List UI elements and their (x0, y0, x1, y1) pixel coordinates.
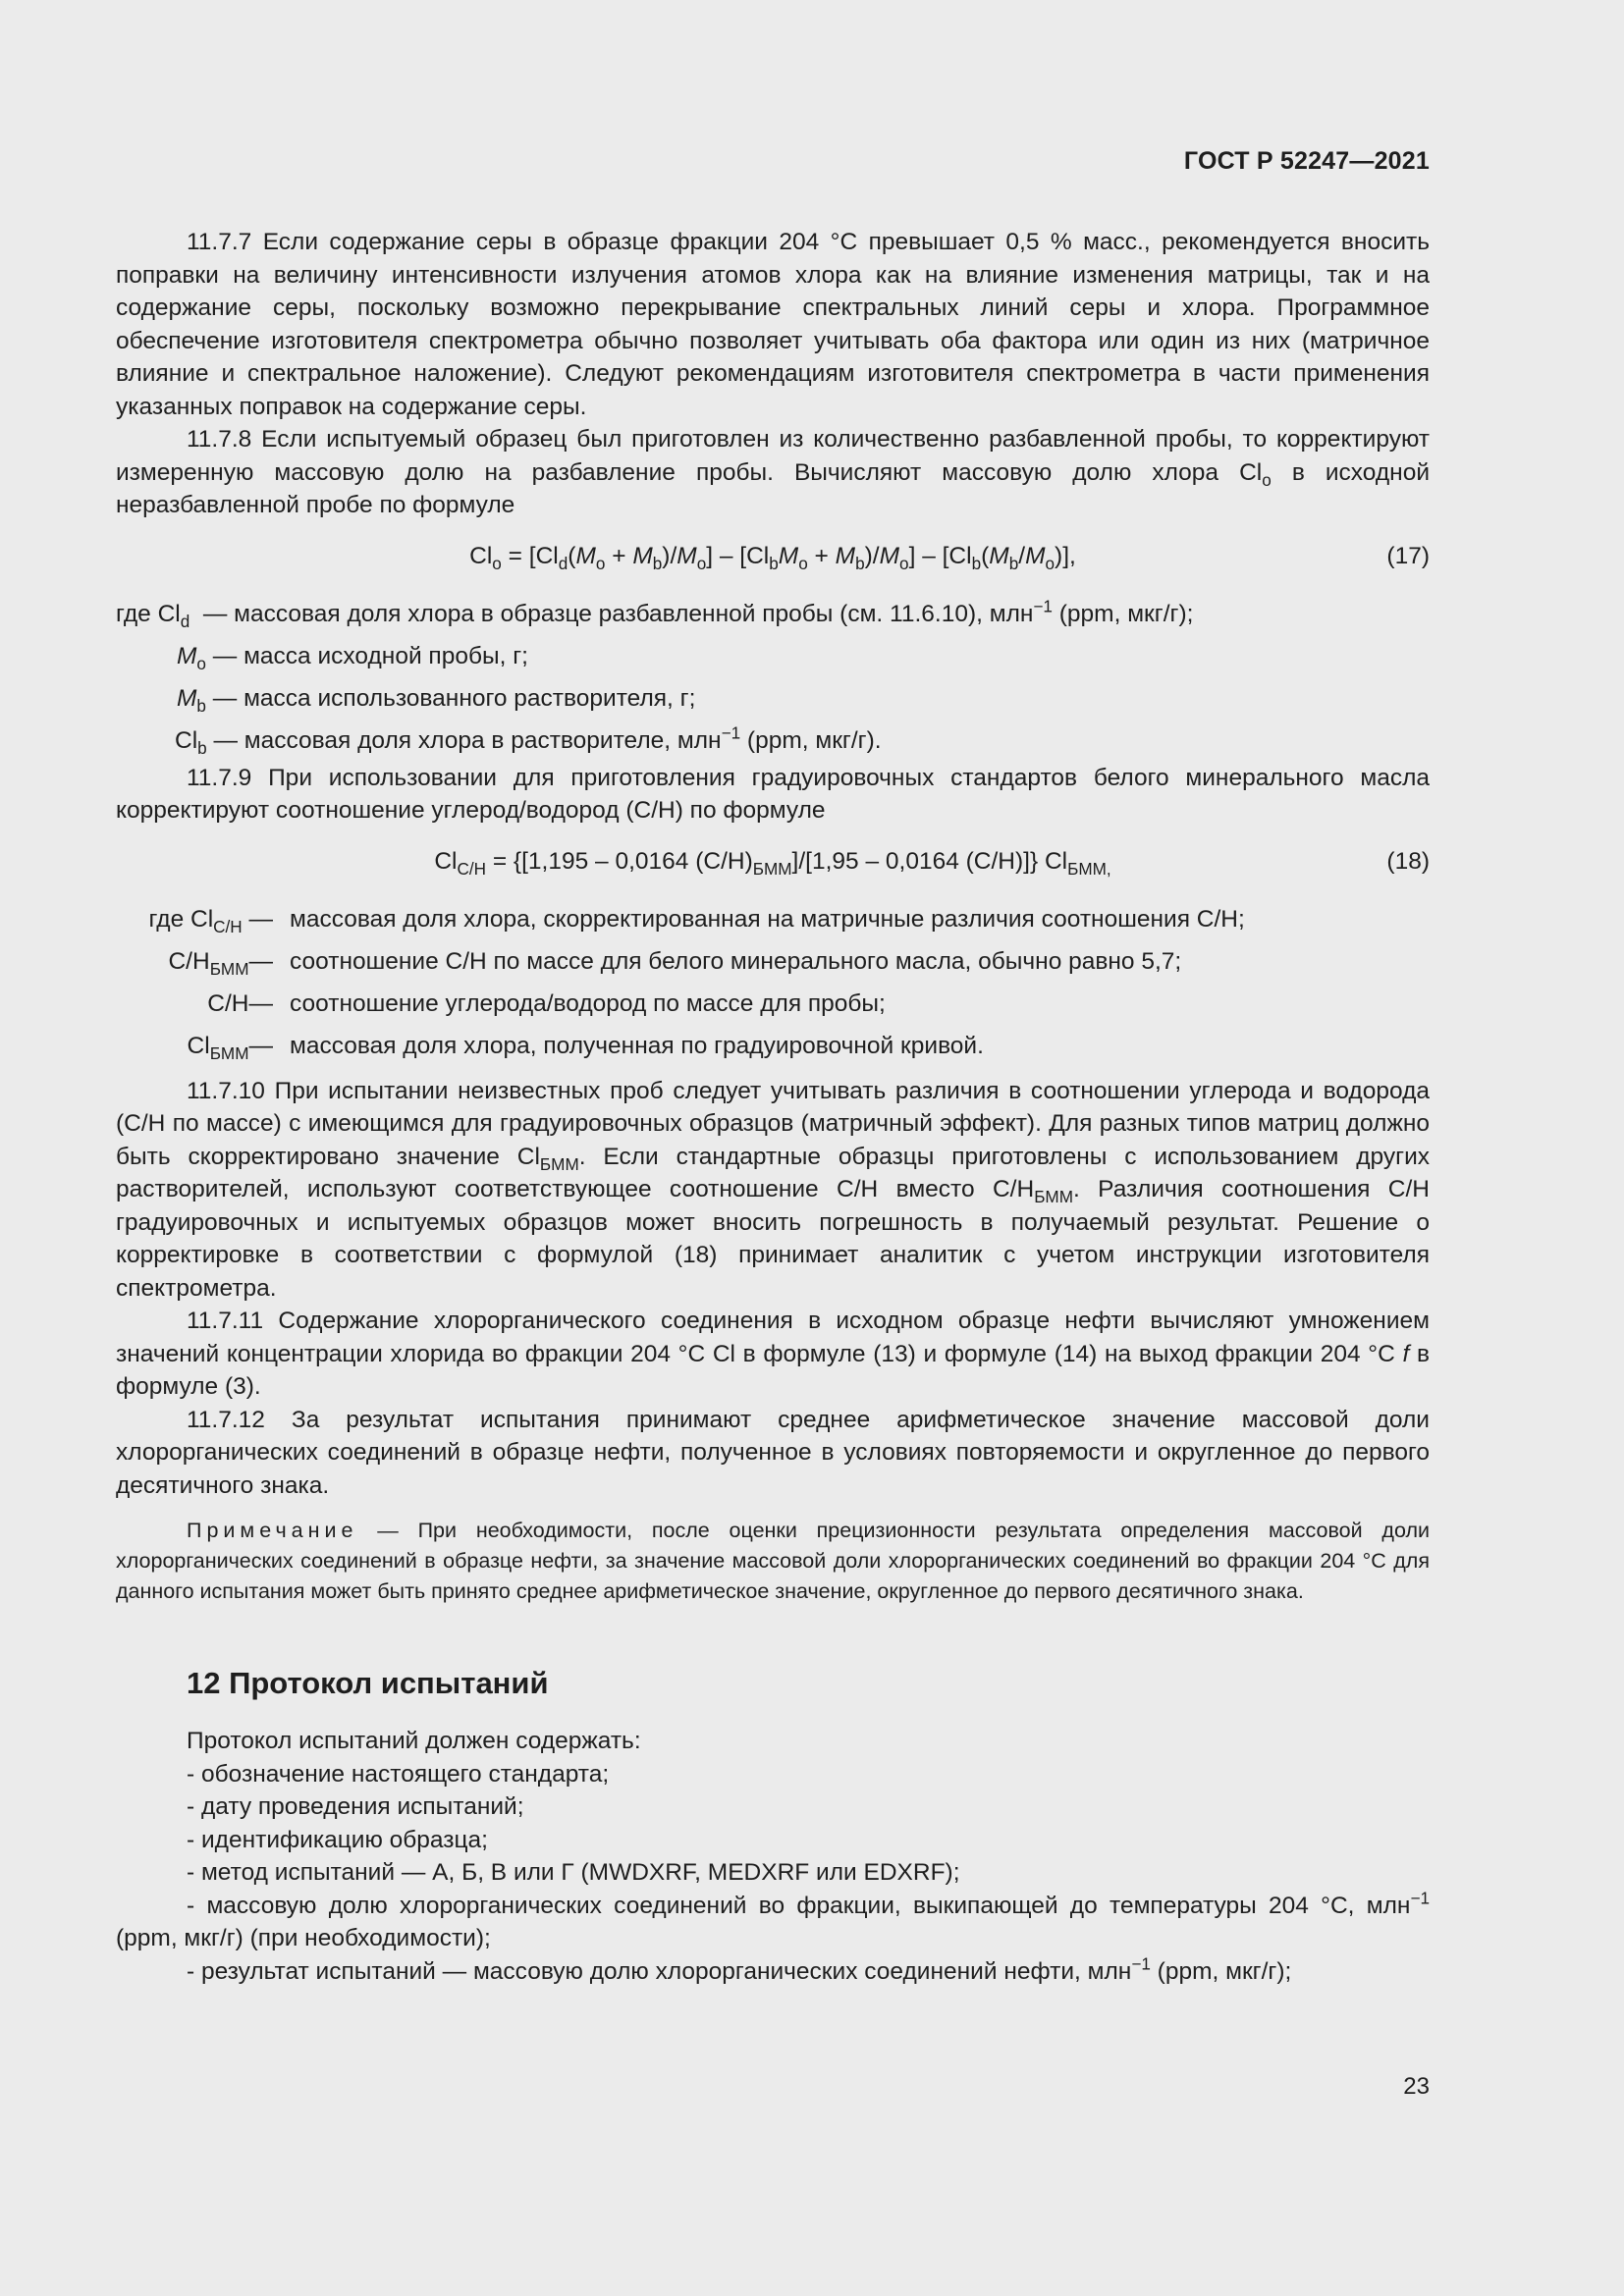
document-header: ГОСТ Р 52247—2021 (1183, 147, 1430, 175)
list-item: - обозначение настоящего стандарта; (187, 1760, 610, 1788)
list-item: - идентификацию образца; (187, 1826, 488, 1853)
definition-row: $Cl_{БММ}—$ массовая доля хлора, полученная по градуировочной кривой. (187, 1032, 984, 1063)
note-label: Примечание (187, 1519, 358, 1542)
formula-18-number: (18) (1386, 847, 1430, 875)
paragraph-11-7-9: 11.7.9 При использовании для приготовления градуировочных стандартов белого минерального масла корректируют соотношение углерод/водород (C/H) по формуле (116, 764, 1430, 824)
section-heading-12: 12 Протокол испытаний (187, 1666, 549, 1700)
list-item: - метод испытаний — А, Б, В или Г (MWDXRF, MEDXRF или EDXRF); (187, 1859, 960, 1886)
definition-row: $M_o$ — масса исходной пробы, г; (177, 642, 528, 673)
formula-18-expression: $Cl_{C/H} = \{[1,195 - 0,0164$ $(C/H)_{БММ}]/[1,95 - 0,0164$ (C/H)]} $Cl_{БММ,}$ (434, 847, 1111, 879)
note: Примечание — При необходимости, после оценки прецизионности результата определения массовой доли хлорорганических соединений в образце нефти, за значение массовой доли хлорорганических соединений во фракции 204 °C для данного испытания может быть принято среднее арифметическое значение, округленное до первого десятичного знака. (116, 1519, 1430, 1603)
paragraph-11-7-11: 11.7.11 Содержание хлорорганического соединения в исходном образце нефти вычисляют умножением значений концентрации хлорида во фракции 204 °C Cl в формуле (13) и формуле (14) на выход фракции 204 °C f в формуле (3). (116, 1308, 1430, 1400)
paragraph-11-7-10: 11.7.10 При испытании неизвестных проб следует учитывать различия в соотношении углерода и водорода (C/H по массе) с имеющимся для градуировочных образцов (матричный эффект). Для разных типов матриц должно быть скорректировано значение $Cl_{БММ}$. Если стандартные образцы приготовлены с использованием других растворителей, используют соответствующее соотношение C/H вместо $C/H_{БММ}$. Различия соотношения C/H градуировочных и испытуемых образцов может вносить погрешность в получаемый результат. Решение о корректировке в соответствии с формулой (18) принимает аналитик с учетом инструкции изготовителя спектрометра. (116, 1077, 1431, 1302)
protocol-intro: Протокол испытаний должен содержать: (187, 1728, 641, 1754)
definition-row: где $Cl_{C/H}$ — массовая доля хлора, скорректированная на матричные различия соотношения C/H; (148, 905, 1245, 936)
definition-row: где $Cl_d$ — массовая доля хлора в образце разбавленной пробы (см. 11.6.10), млн$^{-1}$ (ppm, мкг/г); (116, 596, 1194, 631)
paragraph-11-7-7: 11.7.7 Если содержание серы в образце фракции 204 °C превышает 0,5 % масс., рекомендуется вносить поправки на величину интенсивности излучения атомов хлора как на влияние изменения матрицы, так и на содержание серы, поскольку возможно перекрывание спектральных линий серы и хлора. Программное обеспечение изготовителя спектрометра обычно позволяет учитывать оба фактора или один из них (матричное влияние и спектральное наложение). Следуют рекомендациям изготовителя спектрометра в части применения указанных поправок на содержание серы. (116, 229, 1430, 420)
formula-17 (116, 540, 1430, 573)
list-item: - результат испытаний — массовую долю хлорорганических соединений нефти, млн$^{-1}$ (ppm, мкг/г); (187, 1953, 1292, 1985)
list-item: - дату проведения испытаний; (187, 1793, 524, 1820)
formula-18-definitions (116, 898, 1430, 1067)
formula-17-number: (17) (1386, 542, 1430, 569)
page-content (116, 226, 1430, 1988)
list-item: - массовую долю хлорорганических соединений во фракции, выкипающей до температуры 204 °C, млн$^{-1}$ (ppm, мкг/г) (при необходимости); (116, 1888, 1430, 1951)
formula-17-definitions (116, 593, 1430, 762)
page-number: 23 (1403, 2073, 1430, 2100)
paragraph-11-7-8: 11.7.8 Если испытуемый образец был приготовлен из количественно разбавленной пробы, то корректируют измеренную массовую долю на разбавление пробы. Вычисляют массовую долю хлора $Cl_o$ в исходной неразбавленной пробе по формуле (116, 426, 1431, 518)
definition-row: C/H— соотношение углерода/водород по массе для пробы; (207, 989, 886, 1017)
definition-row: $M_b$ — масса использованного растворителя, г; (177, 684, 696, 716)
definition-row: $C/H_{БММ}—$ соотношение C/H по массе для белого минерального масла, обычно равно 5,7; (168, 947, 1182, 979)
formula-18 (116, 845, 1430, 879)
paragraph-11-7-12: 11.7.12 За результат испытания принимают среднее арифметическое значение массовой доли хлорорганических соединений в образце нефти, полученное в условиях повторяемости и округленное до первого десятичного знака. (116, 1406, 1430, 1499)
definition-row: $Cl_b$ — массовая доля хлора в растворителе, млн$^{-1}$ (ppm, мкг/г). (175, 722, 882, 758)
formula-17-expression: $Cl_o = [Cl_d(M_o + M_b)/M_o] - [Cl_bM_o + M_b)/M_o] - [Cl_b(M_b/M_o)]$, (469, 542, 1076, 573)
